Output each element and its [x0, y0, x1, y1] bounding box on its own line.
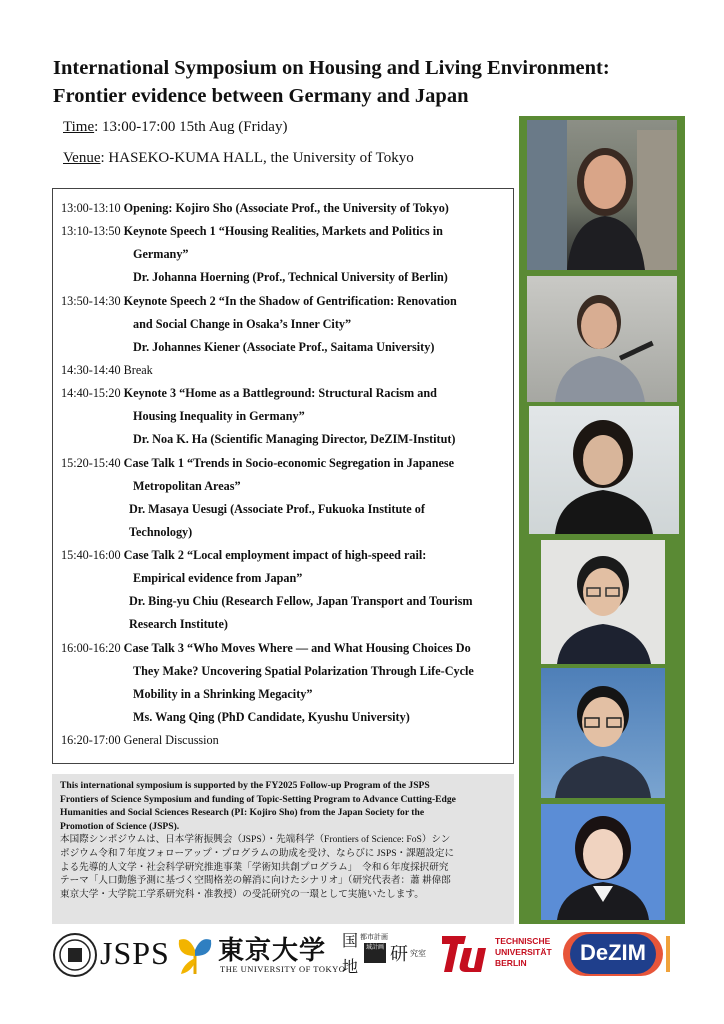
program-time: 14:40-15:20: [61, 386, 121, 400]
time-value: : 13:00-17:00 15th Aug (Friday): [94, 119, 288, 135]
note-ja-line: テーマ「人口動態予測に基づく空間格差の解消に向けたシナリオ」（研究代表者：蕭 耕偉郎: [60, 875, 451, 887]
note-ja-line: 本国際シンポジウムは、日本学術振興会（JSPS）・先端科学（Frontiers of Science: FoS）シン: [60, 834, 451, 846]
program-line: Mobility in a Shrinking Megacity”: [133, 687, 313, 701]
program-line: Empirical evidence from Japan”: [133, 571, 303, 585]
tu-berlin-line: UNIVERSITÄT: [495, 947, 552, 957]
program-line: Germany”: [133, 247, 189, 261]
lab-logo-char: 研: [390, 944, 408, 965]
note-ja-line: よる先導的人文学・社会科学研究推進事業「学術知共創プログラム」 令和６年度採択研究: [60, 861, 449, 873]
program-case3: [61, 640, 506, 656]
lab-logo-char: 地: [342, 957, 359, 976]
venue-label: Venue: [63, 150, 101, 166]
program-text: Keynote Speech 2 “In the Shadow of Gentrification: Renovation: [123, 294, 457, 308]
program-line: and Social Change in Osaka’s Inner City”: [133, 317, 352, 331]
speaker-photo-wang: [541, 804, 665, 920]
utokyo-logo-en: THE UNIVERSITY OF TOKYO: [220, 964, 346, 974]
speaker-photo-uesugi: [541, 540, 665, 664]
note-ja-line: ポジウム令和７年度フォローアップ・プログラムの助成を受け、ならびに JSPS・課題設定に: [60, 847, 455, 859]
program-time: 16:00-16:20: [61, 641, 121, 655]
title-line-1: International Symposium on Housing and Living Environment:: [53, 57, 610, 79]
jsps-logo-text: JSPS: [100, 935, 170, 971]
speaker-photo-ha: [529, 406, 679, 534]
program-time: 13:50-14:30: [61, 294, 121, 308]
program-text: Case Talk 1 “Trends in Socio-economic Segregation in Japanese: [123, 456, 455, 470]
dezim-accent-bar: [666, 936, 670, 972]
speaker-photo-chiu: [541, 668, 665, 798]
speaker-photo-kiener: [527, 276, 677, 402]
tu-berlin-line: TECHNISCHE: [495, 936, 551, 946]
program-text: Case Talk 2 “Local employment impact of high-speed rail:: [123, 548, 427, 562]
program-time: 13:10-13:50: [61, 224, 121, 238]
program-speaker: Dr. Johanna Hoerning (Prof., Technical University of Berlin): [133, 270, 448, 284]
tu-berlin-line: BERLIN: [495, 958, 527, 968]
program-time: 16:20-17:00: [61, 733, 121, 747]
program-speaker: Dr. Masaya Uesugi (Associate Prof., Fukuoka Institute of: [129, 502, 425, 516]
program-time: 13:00-13:10: [61, 201, 121, 215]
program-text: Keynote Speech 1 “Housing Realities, Markets and Politics in: [123, 224, 443, 238]
program-case2: [61, 547, 506, 563]
portrait-icon: [541, 540, 665, 664]
dezim-logo-text: DeZIM: [580, 940, 646, 965]
portrait-icon: [527, 276, 677, 402]
portrait-icon: [529, 406, 679, 534]
venue-info: [63, 150, 414, 167]
program-keynote2: [61, 293, 506, 309]
title-line-2: Frontier evidence between Germany and Japan: [53, 85, 469, 107]
note-en-line: Frontiers of Science Symposium and funding of Topic-Setting Program to Advance Cutting-Edge: [60, 793, 456, 805]
program-speaker: Technology): [129, 525, 193, 539]
program-keynote3: [61, 385, 506, 401]
venue-value: : HASEKO-KUMA HALL, the University of Tokyo: [100, 150, 414, 166]
lab-logo-text: 都市計画: [360, 933, 388, 941]
lab-logo-char: 国: [342, 931, 359, 950]
program-box: [52, 188, 514, 764]
note-en-line: Humanities and Social Sciences Research (PI: Kojiro Sho) from the Japan Society for the: [60, 807, 425, 819]
program-line: Housing Inequality in Germany”: [133, 409, 305, 423]
portrait-icon: [527, 120, 677, 270]
program-opening: [61, 200, 506, 216]
time-info: [63, 119, 287, 136]
note-en-line: This international symposium is supported by the FY2025 Follow-up Program of the JSPS: [60, 780, 430, 791]
program-speaker: Research Institute): [129, 617, 228, 631]
portrait-icon: [541, 804, 665, 920]
program-text: Case Talk 3 “Who Moves Where — and What Housing Choices Do: [123, 641, 471, 655]
funding-note: [52, 774, 514, 924]
ginkgo-icon: [175, 934, 215, 976]
program-text: Keynote 3 “Home as a Battleground: Structural Racism and: [123, 386, 437, 400]
program-time: 14:30-14:40: [61, 363, 121, 377]
program-speaker: Dr. Bing-yu Chiu (Research Fellow, Japan Transport and Tourism: [129, 594, 473, 608]
program-keynote1: [61, 223, 506, 239]
note-en-line: Promotion of Science (JSPS).: [60, 820, 180, 832]
program-speaker: Dr. Noa K. Ha (Scientific Managing Director, DeZIM-Institut): [133, 432, 456, 446]
program-speaker: Dr. Johannes Kiener (Associate Prof., Saitama University): [133, 340, 435, 354]
program-text: Opening: Kojiro Sho (Associate Prof., the University of Tokyo): [123, 201, 449, 215]
program-case1: [61, 455, 506, 471]
portrait-icon: [541, 668, 665, 798]
lab-logo-block-text: 域計画: [365, 944, 384, 951]
program-line: They Make? Uncovering Spatial Polarization Through Life-Cycle: [133, 664, 474, 678]
utokyo-logo-ja: 東京大学: [218, 936, 327, 966]
program-time: 15:20-15:40: [61, 456, 121, 470]
tu-berlin-text: [495, 936, 552, 969]
lab-logo-text: 究室: [410, 949, 426, 958]
sponsor-logos: [50, 930, 690, 980]
program-text: General Discussion: [123, 733, 219, 747]
jsps-seal-icon: [52, 932, 98, 978]
program-line: Metropolitan Areas”: [133, 479, 241, 493]
tu-berlin-icon: [440, 934, 490, 974]
program-speaker: Ms. Wang Qing (PhD Candidate, Kyushu University): [133, 710, 410, 724]
program-break: [61, 362, 506, 378]
program-discussion: [61, 732, 506, 748]
note-ja-line: 東京大学・大学院工学系研究科・准教授）の受託研究の一環として実施いたします。: [60, 888, 424, 900]
speaker-photo-hoerning: [527, 120, 677, 270]
symposium-title: [53, 54, 673, 110]
program-time: 15:40-16:00: [61, 548, 121, 562]
program-text: Break: [123, 363, 153, 377]
lab-logo-block: [364, 943, 386, 963]
time-label: Time: [63, 119, 95, 135]
